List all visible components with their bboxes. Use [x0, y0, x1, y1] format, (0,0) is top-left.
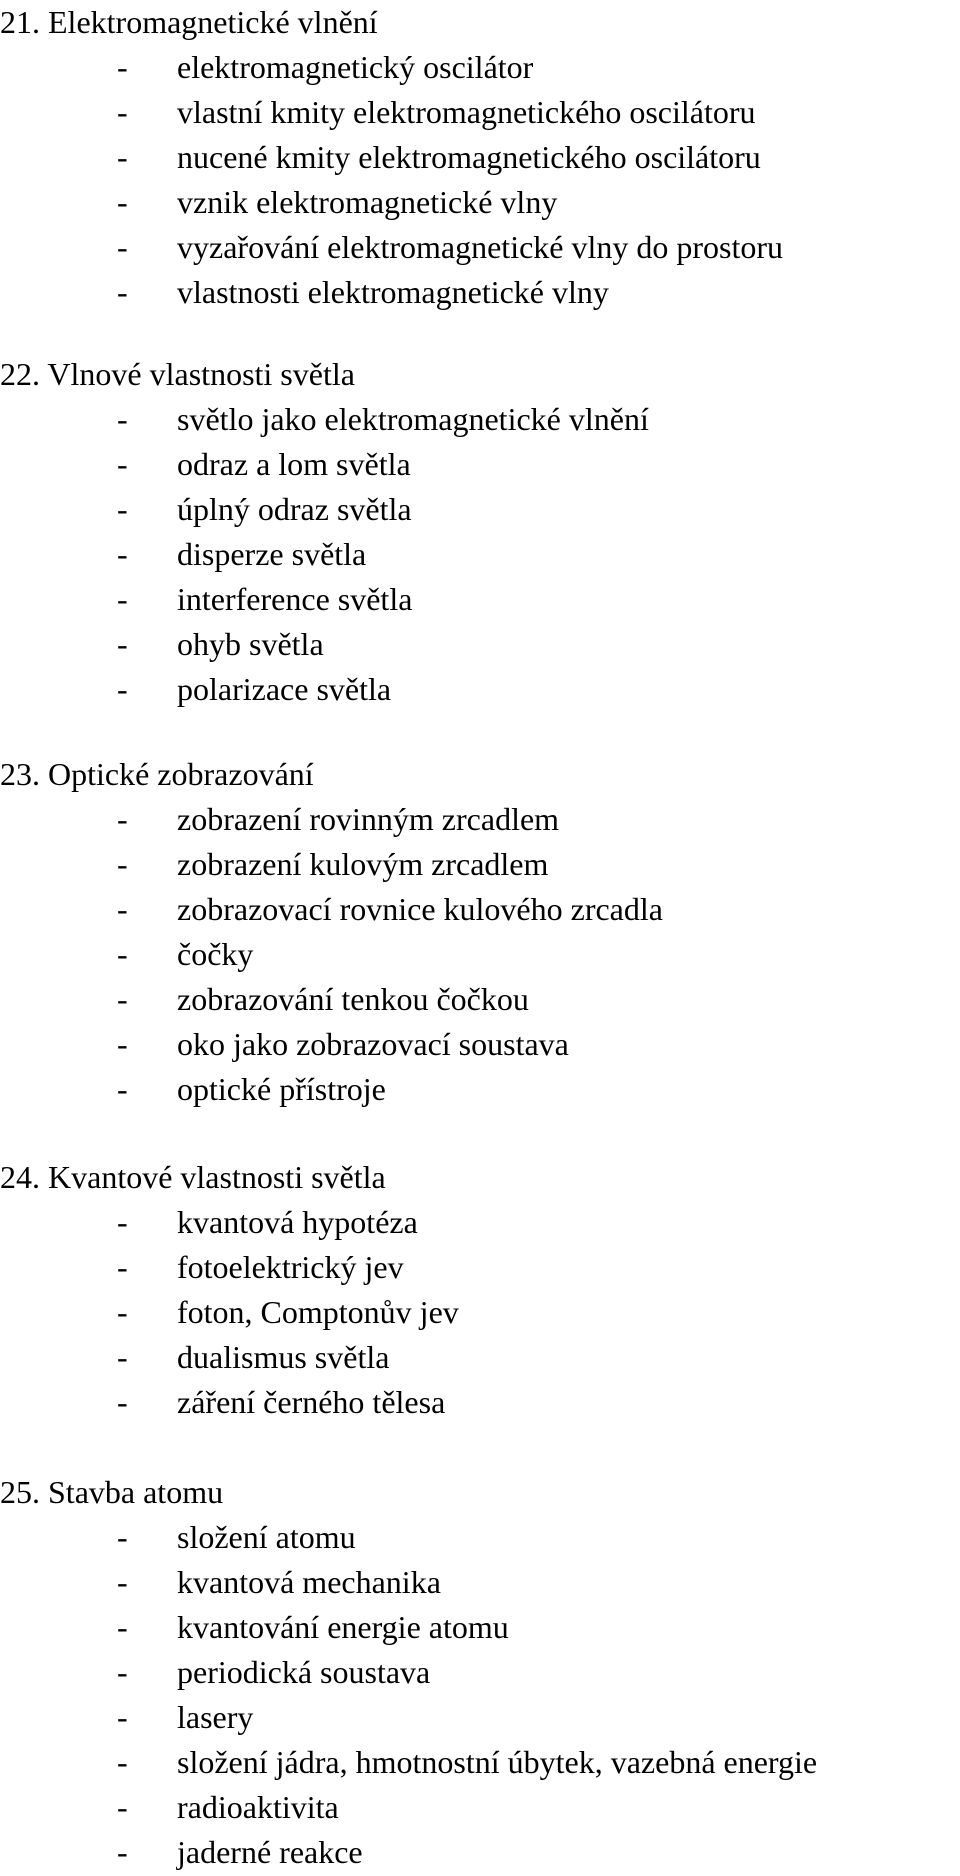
list-item — [0, 442, 960, 487]
section-23 — [0, 752, 960, 1112]
list-item — [0, 180, 960, 225]
list-item — [0, 1605, 960, 1650]
list-item-text: oko jako zobrazovací soustava — [177, 1026, 569, 1062]
list-item-text: úplný odraz světla — [177, 491, 412, 527]
list-item — [0, 1785, 960, 1830]
list-item — [0, 1560, 960, 1605]
bullet-dash: - — [117, 536, 128, 572]
bullet-dash: - — [117, 1744, 128, 1780]
list-item — [0, 1830, 960, 1875]
section-number: 23. — [0, 756, 40, 792]
list-item-text: radioaktivita — [177, 1789, 339, 1825]
bullet-dash: - — [117, 1519, 128, 1555]
bullet-dash: - — [117, 1609, 128, 1645]
list-item-text: optické přístroje — [177, 1071, 386, 1107]
section-22 — [0, 352, 960, 712]
bullet-dash: - — [117, 274, 128, 310]
bullet-dash: - — [117, 1564, 128, 1600]
bullet-dash: - — [117, 1204, 128, 1240]
list-item — [0, 487, 960, 532]
list-item — [0, 887, 960, 932]
section-24 — [0, 1155, 960, 1425]
bullet-dash: - — [117, 581, 128, 617]
list-item-text: zobrazení kulovým zrcadlem — [177, 846, 549, 882]
list-item-text: složení atomu — [177, 1519, 356, 1555]
list-item-text: nucené kmity elektromagnetického oscilátoru — [177, 139, 761, 175]
section-heading — [0, 1155, 960, 1200]
section-heading — [0, 0, 960, 45]
list-item-text: dualismus světla — [177, 1339, 390, 1375]
list-item-text: jaderné reakce — [177, 1834, 363, 1870]
bullet-dash: - — [117, 846, 128, 882]
list-item-text: fotoelektrický jev — [177, 1249, 404, 1285]
list-item — [0, 622, 960, 667]
bullet-dash: - — [117, 671, 128, 707]
list-item-text: vyzařování elektromagnetické vlny do prostoru — [177, 229, 784, 265]
list-item — [0, 1650, 960, 1695]
list-item — [0, 1290, 960, 1335]
bullet-dash: - — [117, 401, 128, 437]
section-title: Vlnové vlastnosti světla — [47, 356, 355, 392]
list-item-text: foton, Comptonův jev — [177, 1294, 459, 1330]
list-item — [0, 1022, 960, 1067]
section-25 — [0, 1470, 960, 1875]
section-number: 21. — [0, 4, 40, 40]
list-item — [0, 1515, 960, 1560]
list-item — [0, 90, 960, 135]
list-item-text: vlastní kmity elektromagnetického oscilátoru — [177, 94, 756, 130]
bullet-dash: - — [117, 1789, 128, 1825]
list-item-text: interference světla — [177, 581, 413, 617]
list-item-text: kvantování energie atomu — [177, 1609, 509, 1645]
list-item-text: čočky — [177, 936, 254, 972]
bullet-dash: - — [117, 229, 128, 265]
bullet-dash: - — [117, 936, 128, 972]
list-item — [0, 135, 960, 180]
list-item-text: elektromagnetický oscilátor — [177, 49, 534, 85]
section-number: 22. — [0, 356, 40, 392]
section-heading — [0, 352, 960, 397]
bullet-dash: - — [117, 981, 128, 1017]
section-21 — [0, 0, 960, 315]
list-item-text: vlastnosti elektromagnetické vlny — [177, 274, 609, 310]
list-item — [0, 532, 960, 577]
list-item-text: periodická soustava — [177, 1654, 431, 1690]
bullet-dash: - — [117, 184, 128, 220]
list-item-text: polarizace světla — [177, 671, 392, 707]
list-item-text: kvantová hypotéza — [177, 1204, 418, 1240]
list-item — [0, 842, 960, 887]
bullet-dash: - — [117, 491, 128, 527]
bullet-dash: - — [117, 49, 128, 85]
section-title: Optické zobrazování — [48, 756, 314, 792]
list-item — [0, 225, 960, 270]
bullet-dash: - — [117, 891, 128, 927]
section-number: 25. — [0, 1474, 40, 1510]
list-item — [0, 1335, 960, 1380]
bullet-dash: - — [117, 139, 128, 175]
list-item-text: vznik elektromagnetické vlny — [177, 184, 558, 220]
list-item — [0, 577, 960, 622]
list-item — [0, 797, 960, 842]
bullet-dash: - — [117, 1071, 128, 1107]
section-title: Elektromagnetické vlnění — [48, 4, 378, 40]
section-title: Kvantové vlastnosti světla — [48, 1159, 386, 1195]
list-item — [0, 397, 960, 442]
list-item — [0, 977, 960, 1022]
list-item-text: lasery — [177, 1699, 254, 1735]
section-number: 24. — [0, 1159, 40, 1195]
bullet-dash: - — [117, 1249, 128, 1285]
bullet-dash: - — [117, 1384, 128, 1420]
list-item — [0, 932, 960, 977]
list-item-text: složení jádra, hmotnostní úbytek, vazebná energie — [177, 1744, 818, 1780]
list-item — [0, 1200, 960, 1245]
list-item — [0, 1380, 960, 1425]
section-heading — [0, 752, 960, 797]
list-item-text: světlo jako elektromagnetické vlnění — [177, 401, 649, 437]
list-item — [0, 1740, 960, 1785]
list-item-text: disperze světla — [177, 536, 367, 572]
list-item — [0, 1695, 960, 1740]
bullet-dash: - — [117, 1654, 128, 1690]
list-item-text: záření černého tělesa — [177, 1384, 446, 1420]
bullet-dash: - — [117, 1834, 128, 1870]
list-item-text: ohyb světla — [177, 626, 324, 662]
list-item-text: zobrazení rovinným zrcadlem — [177, 801, 560, 837]
bullet-dash: - — [117, 626, 128, 662]
list-item — [0, 45, 960, 90]
bullet-dash: - — [117, 1294, 128, 1330]
list-item — [0, 1067, 960, 1112]
section-heading — [0, 1470, 960, 1515]
bullet-dash: - — [117, 1699, 128, 1735]
section-title: Stavba atomu — [48, 1474, 224, 1510]
list-item — [0, 667, 960, 712]
bullet-dash: - — [117, 94, 128, 130]
bullet-dash: - — [117, 801, 128, 837]
bullet-dash: - — [117, 446, 128, 482]
list-item-text: kvantová mechanika — [177, 1564, 441, 1600]
list-item-text: odraz a lom světla — [177, 446, 411, 482]
bullet-dash: - — [117, 1339, 128, 1375]
list-item-text: zobrazovací rovnice kulového zrcadla — [177, 891, 663, 927]
list-item — [0, 270, 960, 315]
list-item — [0, 1245, 960, 1290]
list-item-text: zobrazování tenkou čočkou — [177, 981, 529, 1017]
bullet-dash: - — [117, 1026, 128, 1062]
